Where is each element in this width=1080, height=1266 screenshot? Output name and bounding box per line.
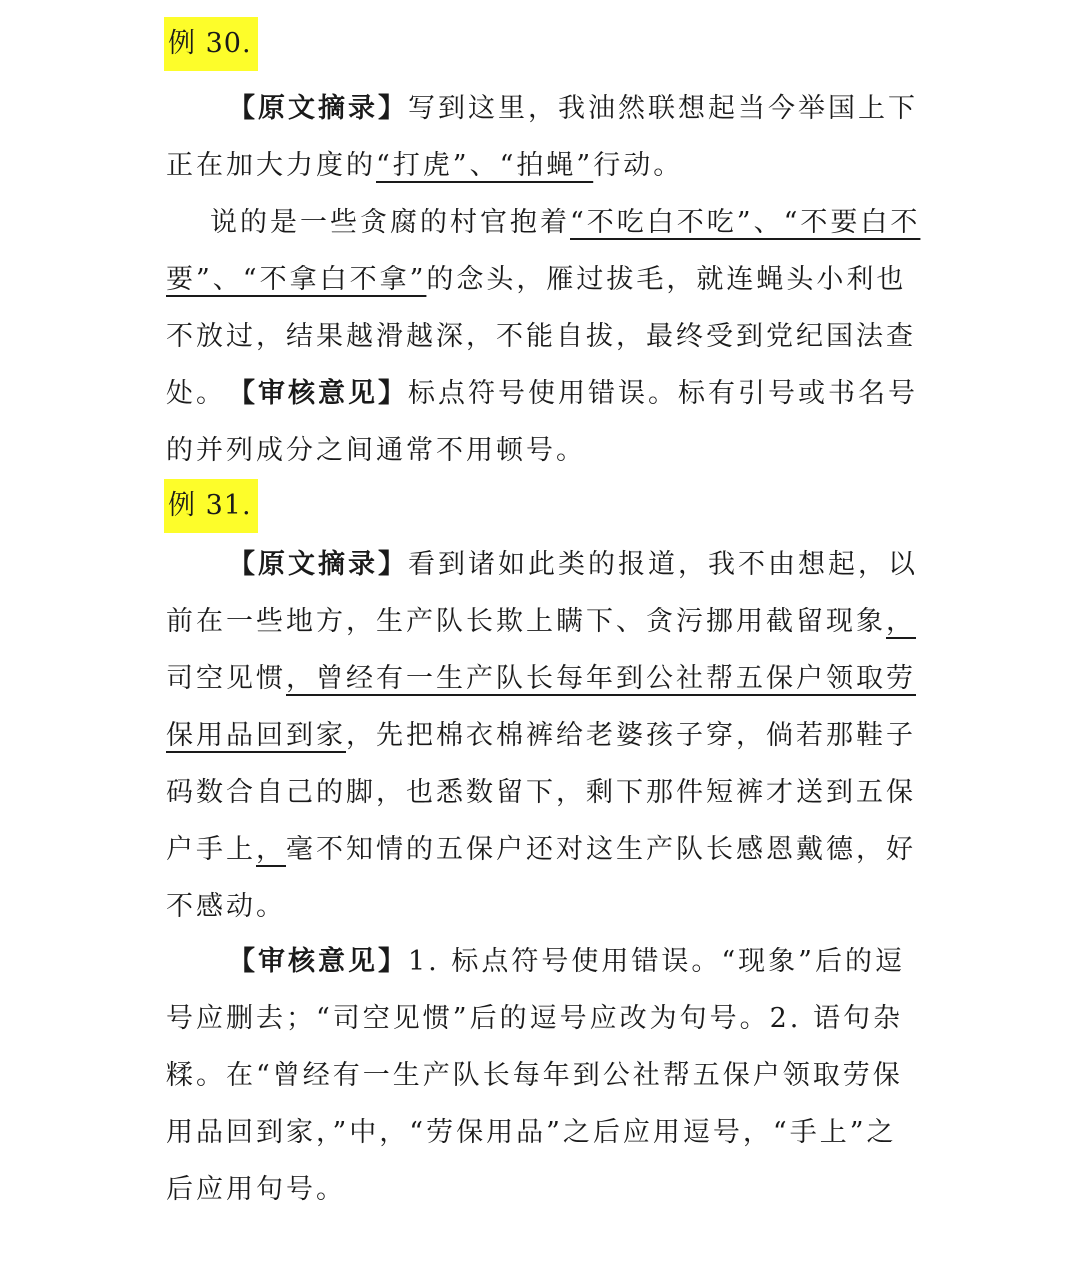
excerpt-30-paragraph [166, 80, 926, 194]
excerpt-tag: 【原文摘录】 [228, 93, 408, 124]
review-tag: 【审核意见】 [228, 378, 408, 409]
example-label-31: 例 31. [164, 479, 258, 533]
underlined-comma: ， [256, 834, 286, 865]
review-text: 标点符号使用错误。标有引号或书名号的并列成分之间通常不用顿号。 [166, 378, 918, 466]
review-31-paragraph [166, 933, 926, 1218]
underlined-comma: ， [886, 606, 916, 637]
excerpt-31-paragraph [166, 536, 926, 935]
excerpt-text: 看到诸如此类的报道，我不由想起，以前在一些地方，生产队长欺上瞒下、贪污挪用截留现象 [166, 549, 918, 637]
excerpt-text: 行动。 [593, 150, 684, 181]
excerpt-text: 司空见惯 [166, 663, 286, 694]
review-30-paragraph [166, 365, 926, 479]
excerpt-text: 毫不知情的五保户还对这生产队长感恩戴德，好不感动。 [166, 834, 916, 922]
review-text: 1. 标点符号使用错误。“现象”后的逗号应删去；“司空见惯”后的逗号应改为句号。2. 语句杂糅。在“曾经有一生产队长每年到公社帮五保户领取劳保用品回到家，”中，“劳保用品”之后应用逗号，“手上”之后应用句号。 [166, 946, 905, 1205]
underlined-phrase: “打虎”、“拍蝇” [376, 150, 594, 181]
excerpt-tag: 【原文摘录】 [228, 549, 408, 580]
excerpt-text: 写到这里，我油然联想起当今举国上下正在加大力度的 [166, 93, 918, 181]
excerpt-text: 说的是一些贪腐的村官抱着 [210, 207, 570, 238]
excerpt-text: 的念头，雁过拔毛，就连蝇头小利也不放过，结果越滑越深，不能自拔，最终受到党纪国法查处。 [166, 264, 916, 409]
underlined-phrase: ，曾经有一生产队长每年到公社帮五保户领取劳保用品回到家 [166, 663, 916, 751]
excerpt-text: ，先把棉衣棉裤给老婆孩子穿，倘若那鞋子码数合自己的脚，也悉数留下，剩下那件短裤才送到五保户手上 [166, 720, 916, 865]
review-tag: 【审核意见】 [228, 946, 408, 977]
underlined-phrase: “不吃白不吃”、“不要白不要”、“不拿白不拿” [166, 207, 921, 295]
example-label-30: 例 30. [164, 17, 258, 71]
